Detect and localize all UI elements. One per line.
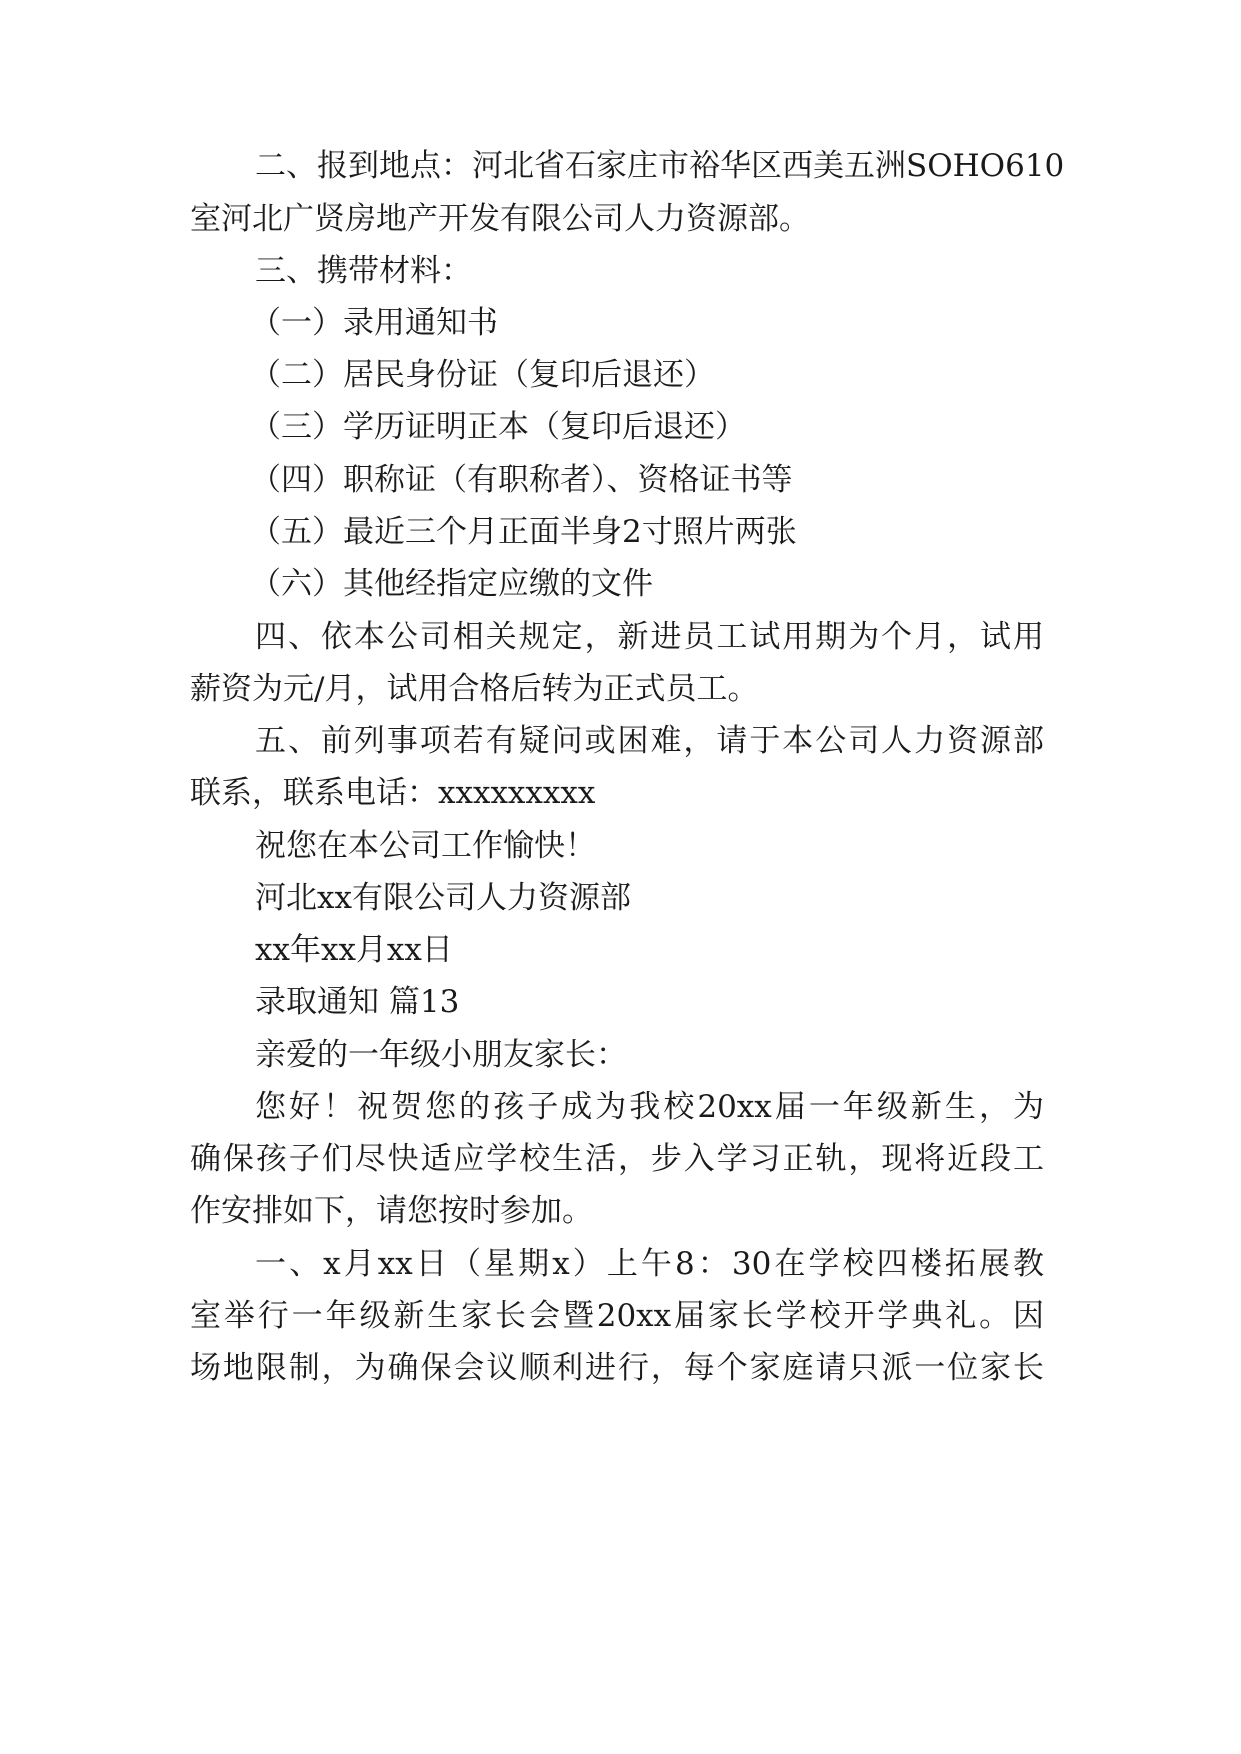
salutation-line: 亲爱的一年级小朋友家长： [255,1037,627,1073]
signature-line: 河北xx有限公司人力资源部 [255,880,631,916]
paragraph-line: 二、报到地点：河北省石家庄市裕华区西美五洲SOHO610 [255,148,1065,184]
paragraph-line: 三、携带材料： [255,253,472,289]
paragraph-line: 一、x月xx日（星期x）上午8：30在学校四楼拓展教 [255,1246,1044,1282]
list-item: （四）职称证（有职称者）、资格证书等 [250,462,793,498]
list-item: （三）学历证明正本（复印后退还） [250,409,746,445]
paragraph-line: 您好！祝贺您的孩子成为我校20xx届一年级新生，为 [255,1089,1044,1125]
section-heading: 录取通知 篇13 [255,984,460,1020]
paragraph-line: 作安排如下，请您按时参加。 [190,1193,593,1229]
list-item: （一）录用通知书 [250,305,498,341]
paragraph-line: 薪资为元/月，试用合格后转为正式员工。 [190,671,759,707]
list-item: （二）居民身份证（复印后退还） [250,357,715,393]
list-item: （六）其他经指定应缴的文件 [250,566,653,602]
paragraph-line: 室河北广贤房地产开发有限公司人力资源部。 [190,201,810,237]
paragraph-line: 联系，联系电话：xxxxxxxxx [190,775,596,811]
paragraph-line: 室举行一年级新生家长会暨20xx届家长学校开学典礼。因 [190,1298,1044,1334]
paragraph-line: 确保孩子们尽快适应学校生活，步入学习正轨，现将近段工 [190,1141,1044,1177]
paragraph-line: 场地限制，为确保会议顺利进行，每个家庭请只派一位家长 [190,1350,1044,1386]
date-line: xx年xx月xx日 [255,932,453,968]
paragraph-line: 四、依本公司相关规定，新进员工试用期为个月，试用 [255,619,1044,655]
paragraph-line: 祝您在本公司工作愉快！ [255,828,596,864]
paragraph-line: 五、前列事项若有疑问或困难，请于本公司人力资源部 [255,723,1044,759]
list-item: （五）最近三个月正面半身2寸照片两张 [250,514,797,550]
